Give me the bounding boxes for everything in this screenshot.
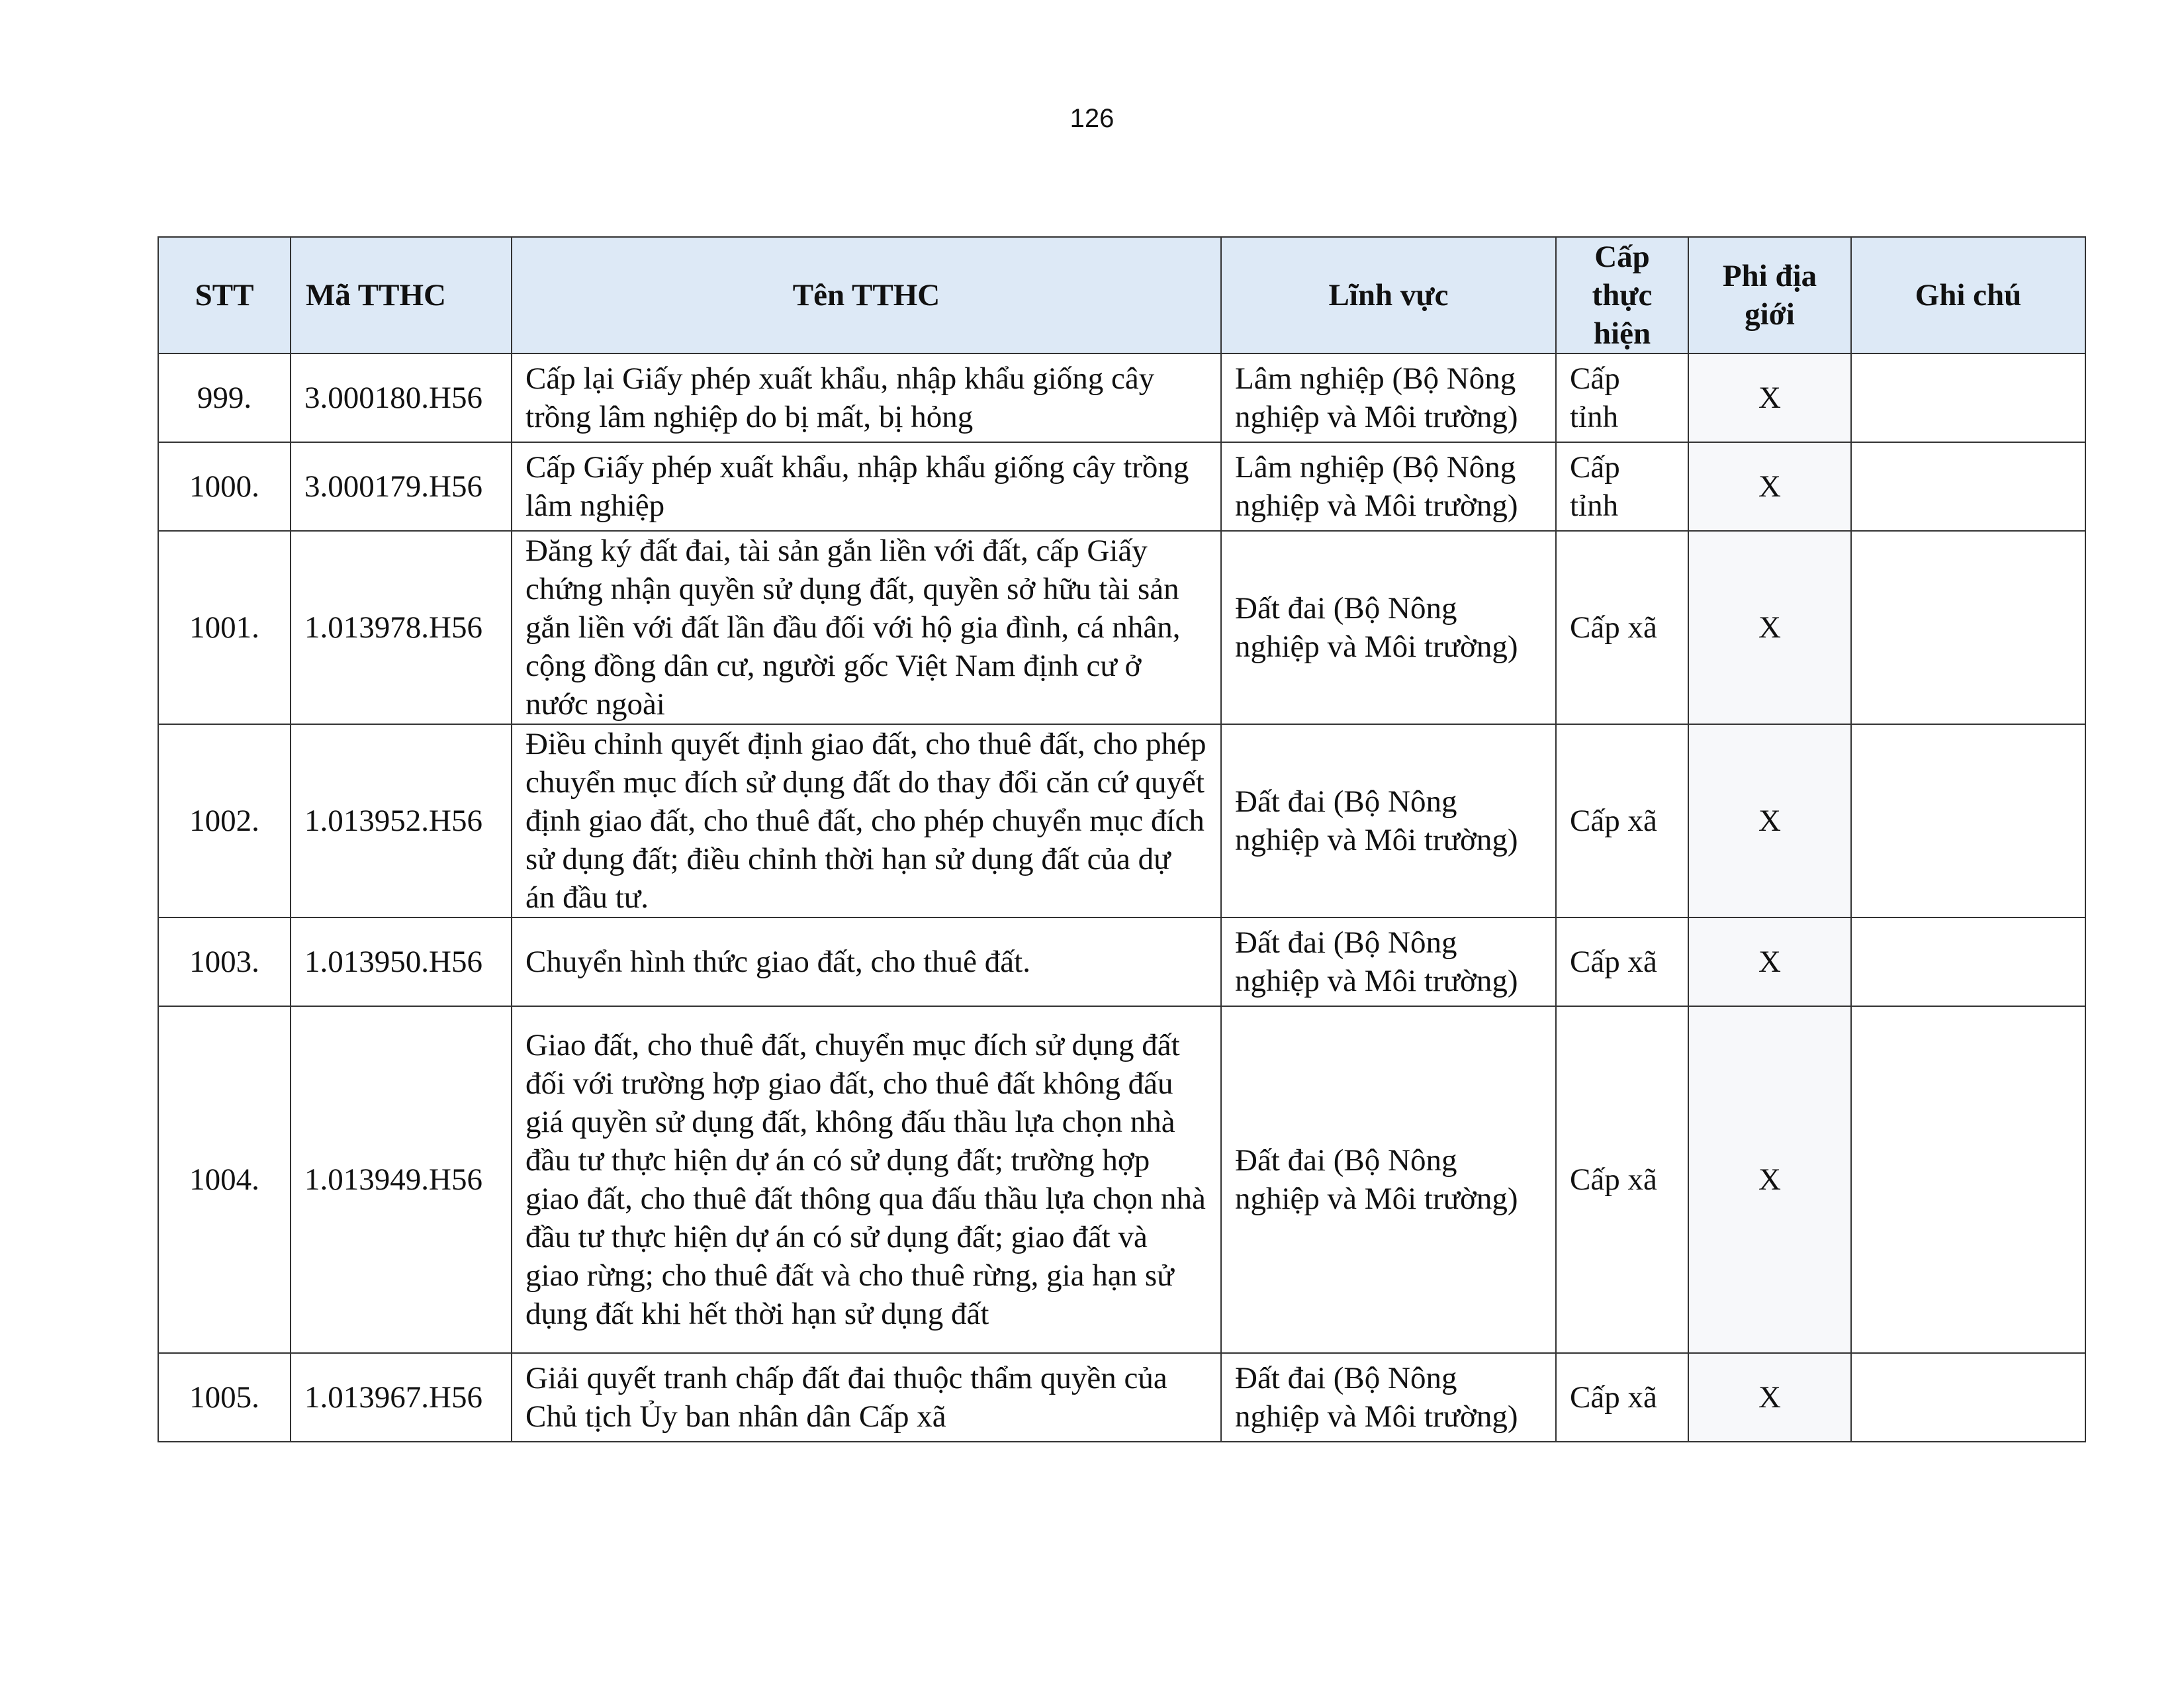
cell-boundary: X	[1688, 1006, 1851, 1353]
header-field: Lĩnh vực	[1221, 237, 1556, 353]
table-row	[158, 531, 2085, 724]
cell-name: Điều chỉnh quyết định giao đất, cho thuê đất, cho phép chuyển mục đích sử dụng đất do thay đổi căn cứ quyết định giao đất, cho thuê đất, cho phép chuyển mục đích sử dụng đất; điều chỉnh thời hạn sử dụng đất của dự án đầu tư.	[512, 724, 1221, 917]
cell-field: Đất đai (Bộ Nông nghiệp và Môi trường)	[1221, 1006, 1556, 1353]
cell-level: Cấp tỉnh	[1556, 442, 1688, 531]
header-level-line3: hiện	[1593, 316, 1651, 351]
cell-name: Giải quyết tranh chấp đất đai thuộc thẩm quyền của Chủ tịch Ủy ban nhân dân Cấp xã	[512, 1353, 1221, 1442]
table-row	[158, 1006, 2085, 1353]
cell-boundary: X	[1688, 1353, 1851, 1442]
page-number: 126	[1069, 104, 1115, 133]
header-level-line1: Cấp	[1594, 240, 1650, 274]
cell-field: Lâm nghiệp (Bộ Nông nghiệp và Môi trường)	[1221, 353, 1556, 442]
cell-stt: 999.	[158, 353, 291, 442]
cell-note	[1851, 353, 2085, 442]
cell-stt: 1001.	[158, 531, 291, 724]
cell-field: Đất đai (Bộ Nông nghiệp và Môi trường)	[1221, 917, 1556, 1006]
header-code: Mã TTHC	[291, 237, 512, 353]
cell-boundary: X	[1688, 442, 1851, 531]
cell-code: 1.013978.H56	[291, 531, 512, 724]
table-header-row	[158, 237, 2085, 353]
cell-boundary: X	[1688, 917, 1851, 1006]
cell-code: 1.013949.H56	[291, 1006, 512, 1353]
cell-code: 1.013952.H56	[291, 724, 512, 917]
cell-note	[1851, 531, 2085, 724]
cell-boundary: X	[1688, 353, 1851, 442]
table-row	[158, 1353, 2085, 1442]
cell-note	[1851, 442, 2085, 531]
cell-field: Đất đai (Bộ Nông nghiệp và Môi trường)	[1221, 724, 1556, 917]
cell-note	[1851, 917, 2085, 1006]
cell-note	[1851, 1006, 2085, 1353]
cell-level: Cấp tỉnh	[1556, 353, 1688, 442]
cell-name: Chuyển hình thức giao đất, cho thuê đất.	[512, 917, 1221, 1006]
cell-stt: 1000.	[158, 442, 291, 531]
cell-stt: 1002.	[158, 724, 291, 917]
header-name: Tên TTHC	[512, 237, 1221, 353]
table-row	[158, 353, 2085, 442]
cell-field: Lâm nghiệp (Bộ Nông nghiệp và Môi trường)	[1221, 442, 1556, 531]
cell-level: Cấp xã	[1556, 531, 1688, 724]
cell-note	[1851, 1353, 2085, 1442]
table-row	[158, 724, 2085, 917]
cell-level: Cấp xã	[1556, 917, 1688, 1006]
cell-boundary: X	[1688, 724, 1851, 917]
cell-code: 1.013967.H56	[291, 1353, 512, 1442]
table-row	[158, 442, 2085, 531]
cell-level: Cấp xã	[1556, 724, 1688, 917]
header-boundary-line2: giới	[1745, 297, 1795, 332]
cell-code: 1.013950.H56	[291, 917, 512, 1006]
cell-boundary: X	[1688, 531, 1851, 724]
cell-level: Cấp xã	[1556, 1353, 1688, 1442]
cell-code: 3.000180.H56	[291, 353, 512, 442]
cell-name: Cấp Giấy phép xuất khẩu, nhập khẩu giống cây trồng lâm nghiệp	[512, 442, 1221, 531]
header-boundary-line1: Phi địa	[1722, 259, 1817, 293]
cell-level: Cấp xã	[1556, 1006, 1688, 1353]
header-level-line2: thực	[1592, 278, 1653, 312]
cell-name: Giao đất, cho thuê đất, chuyển mục đích sử dụng đất đối với trường hợp giao đất, cho thuê đất không đấu giá quyền sử dụng đất, không đấu thầu lựa chọn nhà đầu tư thực hiện dự án có sử dụng đất; trường hợp giao đất, cho thuê đất thông qua đấu thầu lựa chọn nhà đầu tư thực hiện dự án có sử dụng đất; giao đất và giao rừng; cho thuê đất và cho thuê rừng, gia hạn sử dụng đất khi hết thời hạn sử dụng đất	[512, 1006, 1221, 1353]
cell-note	[1851, 724, 2085, 917]
cell-stt: 1003.	[158, 917, 291, 1006]
cell-code: 3.000179.H56	[291, 442, 512, 531]
table-row	[158, 917, 2085, 1006]
header-boundary	[1688, 237, 1851, 353]
header-stt: STT	[158, 237, 291, 353]
procedures-table	[158, 236, 2086, 1442]
header-level	[1556, 237, 1688, 353]
cell-name: Đăng ký đất đai, tài sản gắn liền với đất, cấp Giấy chứng nhận quyền sử dụng đất, quyền sở hữu tài sản gắn liền với đất lần đầu đối với hộ gia đình, cá nhân, cộng đồng dân cư, người gốc Việt Nam định cư ở nước ngoài	[512, 531, 1221, 724]
cell-name: Cấp lại Giấy phép xuất khẩu, nhập khẩu giống cây trồng lâm nghiệp do bị mất, bị hỏng	[512, 353, 1221, 442]
cell-field: Đất đai (Bộ Nông nghiệp và Môi trường)	[1221, 1353, 1556, 1442]
header-note: Ghi chú	[1851, 237, 2085, 353]
cell-stt: 1004.	[158, 1006, 291, 1353]
cell-stt: 1005.	[158, 1353, 291, 1442]
cell-field: Đất đai (Bộ Nông nghiệp và Môi trường)	[1221, 531, 1556, 724]
